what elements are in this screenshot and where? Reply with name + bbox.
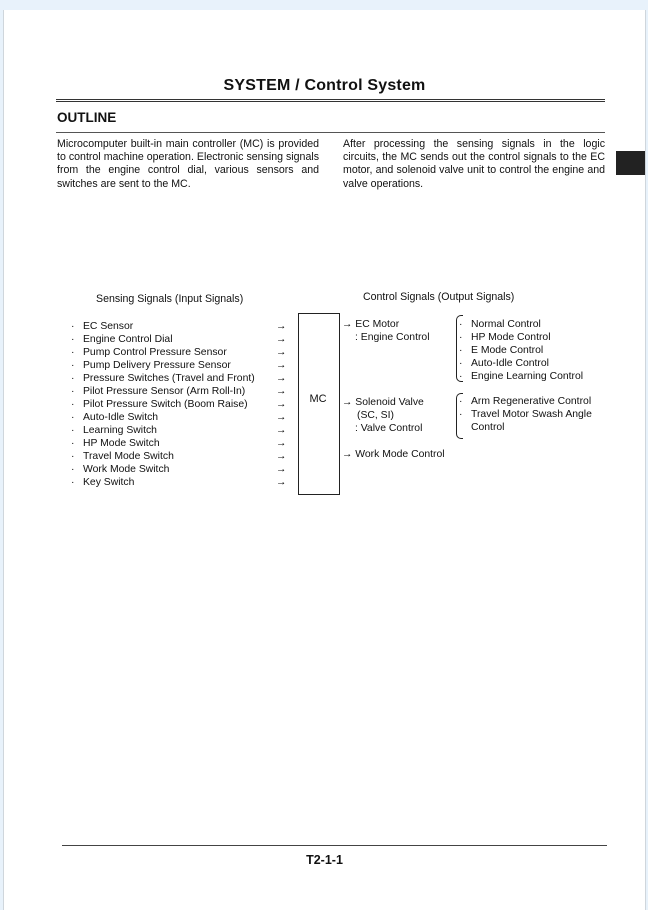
- input-signal-item: · Pump Control Pressure Sensor: [71, 346, 255, 359]
- input-arrow-icon: →: [276, 451, 287, 462]
- output-solenoid-valve-sub: : Valve Control: [355, 423, 423, 434]
- page-number: T2-1-1: [306, 853, 343, 867]
- title-rule: [56, 99, 605, 102]
- input-arrow-icon: →: [276, 360, 287, 371]
- solenoid-valve-control-list: [459, 395, 592, 434]
- section-tab-marker: [616, 151, 645, 175]
- input-signal-item: · EC Sensor: [71, 320, 255, 333]
- input-arrow-column: [276, 320, 286, 489]
- input-signal-item: · Pilot Pressure Sensor (Arm Roll-In): [71, 385, 255, 398]
- input-arrow-icon: →: [276, 386, 287, 397]
- output-signals-heading: Control Signals (Output Signals): [363, 291, 515, 303]
- input-arrow-icon: →: [276, 334, 287, 345]
- output-work-mode-control: → Work Mode Control: [342, 449, 445, 460]
- input-signals-heading: Sensing Signals (Input Signals): [96, 293, 244, 305]
- outline-paragraph-left: Microcomputer built-in main controller (MC) is provided to control machine operation. Electronic sensing signals from the engine control dial, various sensors and switches are sent to the MC.: [57, 138, 319, 190]
- output-ec-motor-sub: : Engine Control: [355, 332, 430, 343]
- solenoid-valve-control-item: · Arm Regenerative Control: [459, 395, 592, 408]
- input-arrow-icon: →: [276, 321, 287, 332]
- section-rule: [56, 132, 605, 133]
- input-arrow-icon: →: [276, 399, 287, 410]
- input-signal-list: [71, 320, 255, 489]
- output-solenoid-valve: → Solenoid Valve: [342, 397, 424, 408]
- input-signal-item: · Work Mode Switch: [71, 463, 255, 476]
- input-signal-item: · Engine Control Dial: [71, 333, 255, 346]
- ec-motor-control-item: · HP Mode Control: [459, 331, 583, 344]
- input-signal-item: · Pump Delivery Pressure Sensor: [71, 359, 255, 372]
- main-controller-label: MC: [309, 393, 327, 405]
- ec-motor-control-item: · E Mode Control: [459, 344, 583, 357]
- input-signal-item: · Travel Mode Switch: [71, 450, 255, 463]
- manual-page: [3, 10, 646, 910]
- footer-rule: [62, 845, 607, 846]
- input-arrow-icon: →: [276, 373, 287, 384]
- ec-motor-control-item: · Normal Control: [459, 318, 583, 331]
- input-signal-item: · Pilot Pressure Switch (Boom Raise): [71, 398, 255, 411]
- ec-motor-control-item: · Auto-Idle Control: [459, 357, 583, 370]
- ec-motor-control-item: · Engine Learning Control: [459, 370, 583, 383]
- page-title: SYSTEM / Control System: [223, 77, 426, 94]
- outline-paragraph-right: After processing the sensing signals in the logic circuits, the MC sends out the control signals to the EC motor, and solenoid valve unit to control the engine and valve operations.: [343, 138, 605, 190]
- input-arrow-icon: →: [276, 425, 287, 436]
- input-signal-item: · Learning Switch: [71, 424, 255, 437]
- solenoid-valve-control-item: [459, 421, 592, 434]
- output-ec-motor: → EC Motor: [342, 319, 400, 330]
- output-solenoid-valve-sub: (SC, SI): [357, 410, 394, 421]
- input-arrow-icon: →: [276, 438, 287, 449]
- section-heading: OUTLINE: [57, 110, 117, 125]
- input-signal-item: · HP Mode Switch: [71, 437, 255, 450]
- input-arrow-icon: →: [276, 464, 287, 475]
- input-signal-item: · Pressure Switches (Travel and Front): [71, 372, 255, 385]
- input-arrow-icon: →: [276, 347, 287, 358]
- solenoid-valve-control-item: · Travel Motor Swash Angle: [459, 408, 592, 421]
- input-arrow-icon: →: [276, 477, 287, 488]
- ec-motor-control-list: [459, 318, 583, 383]
- solenoid-valve-control-continuation: Control: [471, 422, 505, 433]
- input-arrow-icon: →: [276, 412, 287, 423]
- input-signal-item: · Key Switch: [71, 476, 255, 489]
- input-signal-item: · Auto-Idle Switch: [71, 411, 255, 424]
